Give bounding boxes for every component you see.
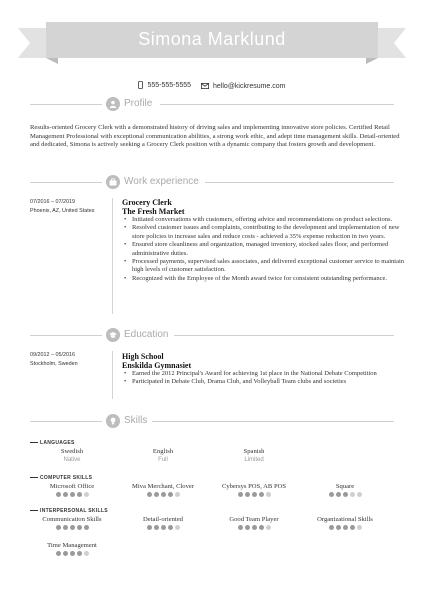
education-location: Stockholm, Sweden [30, 361, 78, 367]
rating-dot [350, 492, 355, 497]
education-header [0, 328, 424, 342]
email-item[interactable] [201, 83, 285, 90]
rating-dot [259, 525, 264, 530]
skill-name: Cybersys POS, AB POS [221, 483, 287, 490]
list-item: • Processed payments, supervised sales associates, and delivered exceptional customer service to maintain high levels of customer satisfaction. [132, 258, 404, 275]
rating-dot [175, 492, 180, 497]
lightbulb-icon [106, 414, 120, 428]
interpersonal-skill-item [300, 516, 390, 530]
interpersonal-skill-item [27, 542, 117, 556]
rating-dot [77, 525, 82, 530]
rating-dot [77, 492, 82, 497]
rating-dot [245, 525, 250, 530]
section-title: Work experience [124, 176, 199, 187]
section-title: Education [124, 329, 169, 340]
computer-skill-item [118, 483, 208, 497]
language-level: Limited [244, 457, 264, 463]
section-title: Skills [124, 415, 148, 426]
education-dates: 09/2012 – 05/2016 [30, 352, 75, 358]
skill-name: Microsoft Office [49, 483, 95, 490]
phone-item [138, 81, 191, 89]
interpersonal-skill-item [118, 516, 208, 530]
phone-icon [138, 81, 143, 89]
rating-dot [154, 525, 159, 530]
job-entry [122, 198, 404, 283]
education-entry [122, 352, 404, 387]
candidate-name: Simona Marklund [138, 29, 286, 49]
rating-dot [84, 525, 89, 530]
rating-dot [252, 525, 257, 530]
rating-dot [77, 551, 82, 556]
skill-name: Communication Skills [42, 516, 102, 523]
rating-dot [84, 492, 89, 497]
rating-dot [161, 492, 166, 497]
profile-summary: Results-oriented Grocery Clerk with a demonstrated history of driving sales and implementing innovative store policies. Certified Retail Management Professional with exceptional communication abilities, a strong work ethic, and adept time management skills. Detail-oriented and dedicated, Simona is actively seeking a Grocery Clerk position with a dynamic company that fosters growth and development. [30, 124, 400, 149]
list-item: • Ensured store cleanliness and organization, managed inventory, stocked sales floor, and performed administrative duties. [132, 241, 404, 258]
rating-dot [168, 525, 173, 530]
skill-name: Organizational Skills [317, 516, 373, 523]
experience-header [0, 175, 424, 189]
list-item: • Initiated conversations with customers, offering advice and recommendations on product selections. [132, 216, 404, 224]
rating-dot [336, 492, 341, 497]
language-name: English [152, 448, 174, 455]
graduation-cap-icon [106, 328, 120, 342]
skill-rating [27, 492, 117, 497]
job-dates-block [30, 198, 94, 216]
rating-dot [357, 525, 362, 530]
rating-dot [252, 492, 257, 497]
rating-dot [147, 525, 152, 530]
job-dates: 07/2016 – 07/2019 [30, 199, 75, 205]
skill-name: Detail-oriented [143, 516, 183, 523]
education-bullets [122, 370, 404, 387]
phone-text: 555-555-5555 [147, 81, 192, 89]
rating-dot [343, 492, 348, 497]
interpersonal-skill-item [209, 516, 299, 530]
skill-rating [27, 525, 117, 530]
profile-header [0, 97, 424, 111]
rating-dot [56, 492, 61, 497]
language-name: Spanish [243, 448, 265, 455]
skills-header [0, 414, 424, 428]
rating-dot [70, 551, 75, 556]
person-icon [106, 97, 120, 111]
computer-skill-item [27, 483, 117, 497]
job-company: The Fresh Market [122, 207, 185, 216]
rating-dot [70, 525, 75, 530]
skill-rating [27, 551, 117, 556]
skill-rating [118, 492, 208, 497]
rating-dot [168, 492, 173, 497]
rating-dot [238, 525, 243, 530]
rating-dot [343, 525, 348, 530]
rating-dot [154, 492, 159, 497]
skill-name: Good Team Player [229, 516, 279, 523]
skill-name: Time Management [47, 542, 97, 549]
timeline-divider [112, 351, 113, 399]
education-school: Enskilda Gymnasiet [122, 361, 192, 370]
list-item: • Earned the 2012 Principal's Award for achieving 1st place in the National Debate Competition [132, 370, 404, 378]
skill-rating [118, 525, 208, 530]
rating-dot [245, 492, 250, 497]
rating-dot [63, 525, 68, 530]
rating-dot [175, 525, 180, 530]
education-dates-block [30, 351, 78, 369]
contact-bar [0, 81, 424, 91]
rating-dot [329, 492, 334, 497]
rating-dot [147, 492, 152, 497]
skill-rating [300, 525, 390, 530]
computer-skills-label: COMPUTER SKILLS [30, 475, 92, 481]
language-level: Native [63, 457, 81, 463]
skill-rating [300, 492, 390, 497]
list-item: • Resolved customer issues and complaints, contributing to the development and implementation of new store policies to increase sales and reduce costs - achieved a 35% expense reduction in two years. [132, 224, 404, 241]
rating-dot [63, 551, 68, 556]
language-item [118, 448, 208, 464]
rating-dot [336, 525, 341, 530]
rating-dot [161, 525, 166, 530]
language-item [27, 448, 117, 464]
rating-dot [266, 492, 271, 497]
job-location: Phoenix, AZ, United States [30, 208, 95, 214]
computer-skill-item [300, 483, 390, 497]
skill-name: Miva Merchant, Clover [131, 483, 195, 490]
rating-dot [259, 492, 264, 497]
rating-dot [56, 525, 61, 530]
education-degree: High School [122, 352, 164, 361]
rating-dot [266, 525, 271, 530]
list-item: • Recognized with the Employee of the Month award twice for consistent outstanding performance. [132, 275, 404, 283]
language-level: Full [158, 457, 168, 463]
email-text[interactable]: hello@kickresume.com [213, 82, 286, 90]
skill-rating [209, 525, 299, 530]
briefcase-icon [106, 175, 120, 189]
job-role: Grocery Clerk [122, 198, 172, 207]
interpersonal-skill-item [27, 516, 117, 530]
rating-dot [56, 551, 61, 556]
job-bullets [122, 216, 404, 283]
section-title: Profile [124, 98, 153, 109]
rating-dot [350, 525, 355, 530]
rating-dot [63, 492, 68, 497]
computer-skill-item [209, 483, 299, 497]
interpersonal-skills-label: INTERPERSONAL SKILLS [30, 508, 108, 514]
language-name: Swedish [60, 448, 84, 455]
language-item [209, 448, 299, 464]
skill-rating [209, 492, 299, 497]
rating-dot [329, 525, 334, 530]
rating-dot [357, 492, 362, 497]
timeline-divider [112, 198, 113, 314]
envelope-icon [201, 83, 209, 89]
list-item: • Participated in Debate Club, Drama Club, and Volleyball Team clubs and societies [132, 378, 404, 386]
rating-dot [84, 551, 89, 556]
rating-dot [238, 492, 243, 497]
rating-dot [70, 492, 75, 497]
skill-name: Square [335, 483, 355, 490]
languages-label: LANGUAGES [30, 440, 75, 446]
